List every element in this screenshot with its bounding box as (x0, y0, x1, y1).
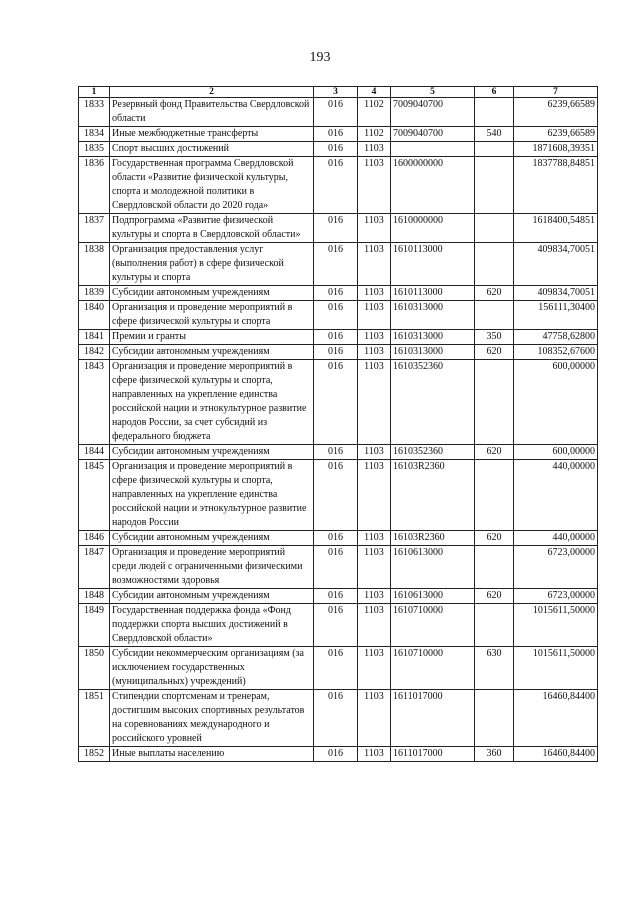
row-ministry-code: 016 (314, 747, 358, 762)
row-section-code: 1103 (358, 589, 391, 604)
table-row (79, 360, 598, 445)
row-ministry-code: 016 (314, 98, 358, 127)
row-target-code: 1611017000 (391, 690, 475, 747)
row-name: Иные выплаты населению (110, 747, 314, 762)
table-row (79, 345, 598, 360)
row-expense-type-code: 630 (475, 647, 514, 690)
row-ministry-code: 016 (314, 360, 358, 445)
row-amount: 47758,62800 (514, 330, 598, 345)
row-name: Субсидии автономным учреждениям (110, 345, 314, 360)
row-section-code: 1103 (358, 142, 391, 157)
row-target-code: 1610113000 (391, 286, 475, 301)
column-header: 5 (391, 87, 475, 98)
column-header: 3 (314, 87, 358, 98)
table-header-row (79, 87, 598, 98)
table-body (79, 98, 598, 762)
row-name: Подпрограмма «Развитие физической культуры и спорта в Свердловской области» (110, 214, 314, 243)
row-section-code: 1103 (358, 345, 391, 360)
row-section-code: 1103 (358, 301, 391, 330)
row-ministry-code: 016 (314, 690, 358, 747)
row-target-code: 1610313000 (391, 345, 475, 360)
row-name: Государственная поддержка фонда «Фонд поддержки спорта высших достижений в Свердловской области» (110, 604, 314, 647)
row-target-code: 16103R2360 (391, 531, 475, 546)
row-name: Субсидии некоммерческим организациям (за исключением государственных (муниципальных) учреждений) (110, 647, 314, 690)
column-header: 7 (514, 87, 598, 98)
column-header: 6 (475, 87, 514, 98)
row-amount: 440,00000 (514, 460, 598, 531)
table-row (79, 647, 598, 690)
table-row (79, 604, 598, 647)
row-expense-type-code (475, 157, 514, 214)
table-row (79, 157, 598, 214)
row-expense-type-code (475, 301, 514, 330)
row-name: Иные межбюджетные трансферты (110, 127, 314, 142)
row-ministry-code: 016 (314, 460, 358, 531)
row-amount: 16460,84400 (514, 747, 598, 762)
row-name: Стипендии спортсменам и тренерам, достигшим высоких спортивных результатов на соревнованиях международного и российского уровней (110, 690, 314, 747)
table-row (79, 747, 598, 762)
row-ministry-code: 016 (314, 142, 358, 157)
row-section-code: 1103 (358, 157, 391, 214)
row-number: 1837 (79, 214, 110, 243)
row-expense-type-code (475, 360, 514, 445)
row-amount: 440,00000 (514, 531, 598, 546)
row-expense-type-code (475, 214, 514, 243)
table-row (79, 127, 598, 142)
table-row (79, 286, 598, 301)
row-expense-type-code: 620 (475, 345, 514, 360)
table-row (79, 546, 598, 589)
row-section-code: 1103 (358, 286, 391, 301)
row-expense-type-code: 360 (475, 747, 514, 762)
table-row (79, 98, 598, 127)
row-number: 1847 (79, 546, 110, 589)
row-amount: 1015611,50000 (514, 647, 598, 690)
row-name: Организация и проведение мероприятий в сфере физической культуры и спорта, направленных на укрепление единства российской нации и этнокультурное развитие народов России, за счет субсидий из федерального бюджета (110, 360, 314, 445)
row-amount: 1618400,54851 (514, 214, 598, 243)
row-number: 1839 (79, 286, 110, 301)
row-number: 1852 (79, 747, 110, 762)
row-ministry-code: 016 (314, 589, 358, 604)
row-expense-type-code: 620 (475, 531, 514, 546)
row-number: 1841 (79, 330, 110, 345)
row-target-code: 1610613000 (391, 589, 475, 604)
row-number: 1846 (79, 531, 110, 546)
row-section-code: 1103 (358, 360, 391, 445)
row-number: 1845 (79, 460, 110, 531)
row-amount: 600,00000 (514, 360, 598, 445)
row-expense-type-code (475, 98, 514, 127)
table-row (79, 142, 598, 157)
row-target-code: 1610352360 (391, 360, 475, 445)
row-section-code: 1102 (358, 127, 391, 142)
column-header: 2 (110, 87, 314, 98)
row-number: 1838 (79, 243, 110, 286)
row-section-code: 1103 (358, 214, 391, 243)
row-number: 1836 (79, 157, 110, 214)
row-amount: 1871608,39351 (514, 142, 598, 157)
row-target-code: 1610710000 (391, 604, 475, 647)
row-number: 1849 (79, 604, 110, 647)
row-ministry-code: 016 (314, 286, 358, 301)
row-ministry-code: 016 (314, 546, 358, 589)
table-row (79, 690, 598, 747)
row-target-code: 1600000000 (391, 157, 475, 214)
row-name: Субсидии автономным учреждениям (110, 445, 314, 460)
column-header: 1 (79, 87, 110, 98)
row-ministry-code: 016 (314, 647, 358, 690)
row-amount: 409834,70051 (514, 286, 598, 301)
row-ministry-code: 016 (314, 531, 358, 546)
row-name: Премии и гранты (110, 330, 314, 345)
row-expense-type-code: 620 (475, 589, 514, 604)
row-amount: 156111,30400 (514, 301, 598, 330)
row-target-code: 16103R2360 (391, 460, 475, 531)
row-target-code: 7009040700 (391, 98, 475, 127)
row-expense-type-code (475, 142, 514, 157)
row-section-code: 1103 (358, 460, 391, 531)
row-name: Субсидии автономным учреждениям (110, 589, 314, 604)
row-ministry-code: 016 (314, 127, 358, 142)
row-ministry-code: 016 (314, 301, 358, 330)
row-name: Организация и проведение мероприятий среди людей с ограниченными физическими возможностями здоровья (110, 546, 314, 589)
row-number: 1834 (79, 127, 110, 142)
row-section-code: 1103 (358, 531, 391, 546)
row-target-code: 1610000000 (391, 214, 475, 243)
row-section-code: 1102 (358, 98, 391, 127)
row-ministry-code: 016 (314, 214, 358, 243)
column-header: 4 (358, 87, 391, 98)
row-ministry-code: 016 (314, 330, 358, 345)
row-amount: 108352,67600 (514, 345, 598, 360)
row-name: Организация предоставления услуг (выполнения работ) в сфере физической культуры и спорта (110, 243, 314, 286)
row-name: Субсидии автономным учреждениям (110, 286, 314, 301)
row-amount: 600,00000 (514, 445, 598, 460)
row-number: 1844 (79, 445, 110, 460)
row-number: 1851 (79, 690, 110, 747)
row-name: Резервный фонд Правительства Свердловской области (110, 98, 314, 127)
row-amount: 409834,70051 (514, 243, 598, 286)
row-expense-type-code (475, 460, 514, 531)
page-number: 193 (309, 50, 331, 65)
row-expense-type-code: 620 (475, 286, 514, 301)
row-ministry-code: 016 (314, 345, 358, 360)
row-section-code: 1103 (358, 243, 391, 286)
row-amount: 1015611,50000 (514, 604, 598, 647)
row-number: 1840 (79, 301, 110, 330)
row-number: 1843 (79, 360, 110, 445)
table-row (79, 445, 598, 460)
table-row (79, 243, 598, 286)
row-section-code: 1103 (358, 690, 391, 747)
row-section-code: 1103 (358, 445, 391, 460)
table-row (79, 214, 598, 243)
row-target-code (391, 142, 475, 157)
row-target-code: 1610352360 (391, 445, 475, 460)
row-name: Организация и проведение мероприятий в сфере физической культуры и спорта (110, 301, 314, 330)
row-expense-type-code: 350 (475, 330, 514, 345)
row-target-code: 1610113000 (391, 243, 475, 286)
row-number: 1835 (79, 142, 110, 157)
row-name: Спорт высших достижений (110, 142, 314, 157)
row-ministry-code: 016 (314, 445, 358, 460)
row-amount: 6723,00000 (514, 589, 598, 604)
row-target-code: 1611017000 (391, 747, 475, 762)
row-expense-type-code (475, 546, 514, 589)
row-expense-type-code (475, 690, 514, 747)
row-target-code: 1610313000 (391, 330, 475, 345)
row-ministry-code: 016 (314, 157, 358, 214)
row-section-code: 1103 (358, 546, 391, 589)
row-ministry-code: 016 (314, 243, 358, 286)
row-expense-type-code (475, 243, 514, 286)
table-row (79, 460, 598, 531)
row-expense-type-code (475, 604, 514, 647)
row-number: 1842 (79, 345, 110, 360)
budget-table (78, 86, 598, 762)
row-amount: 6239,66589 (514, 98, 598, 127)
row-expense-type-code: 540 (475, 127, 514, 142)
row-amount: 6239,66589 (514, 127, 598, 142)
table-row (79, 330, 598, 345)
row-name: Субсидии автономным учреждениям (110, 531, 314, 546)
row-name: Организация и проведение мероприятий в сфере физической культуры и спорта, направленных на укрепление единства российской нации и этнокультурное развитие народов России (110, 460, 314, 531)
table-row (79, 301, 598, 330)
row-number: 1848 (79, 589, 110, 604)
row-target-code: 1610313000 (391, 301, 475, 330)
row-expense-type-code: 620 (475, 445, 514, 460)
table-row (79, 531, 598, 546)
row-target-code: 1610613000 (391, 546, 475, 589)
row-ministry-code: 016 (314, 604, 358, 647)
row-section-code: 1103 (358, 647, 391, 690)
table-row (79, 589, 598, 604)
row-target-code: 7009040700 (391, 127, 475, 142)
row-amount: 16460,84400 (514, 690, 598, 747)
row-number: 1833 (79, 98, 110, 127)
row-amount: 1837788,84851 (514, 157, 598, 214)
row-section-code: 1103 (358, 604, 391, 647)
row-number: 1850 (79, 647, 110, 690)
row-amount: 6723,00000 (514, 546, 598, 589)
row-section-code: 1103 (358, 747, 391, 762)
row-name: Государственная программа Свердловской области «Развитие физической культуры, спорта и молодежной политики в Свердловской области до 2020 года» (110, 157, 314, 214)
row-target-code: 1610710000 (391, 647, 475, 690)
row-section-code: 1103 (358, 330, 391, 345)
